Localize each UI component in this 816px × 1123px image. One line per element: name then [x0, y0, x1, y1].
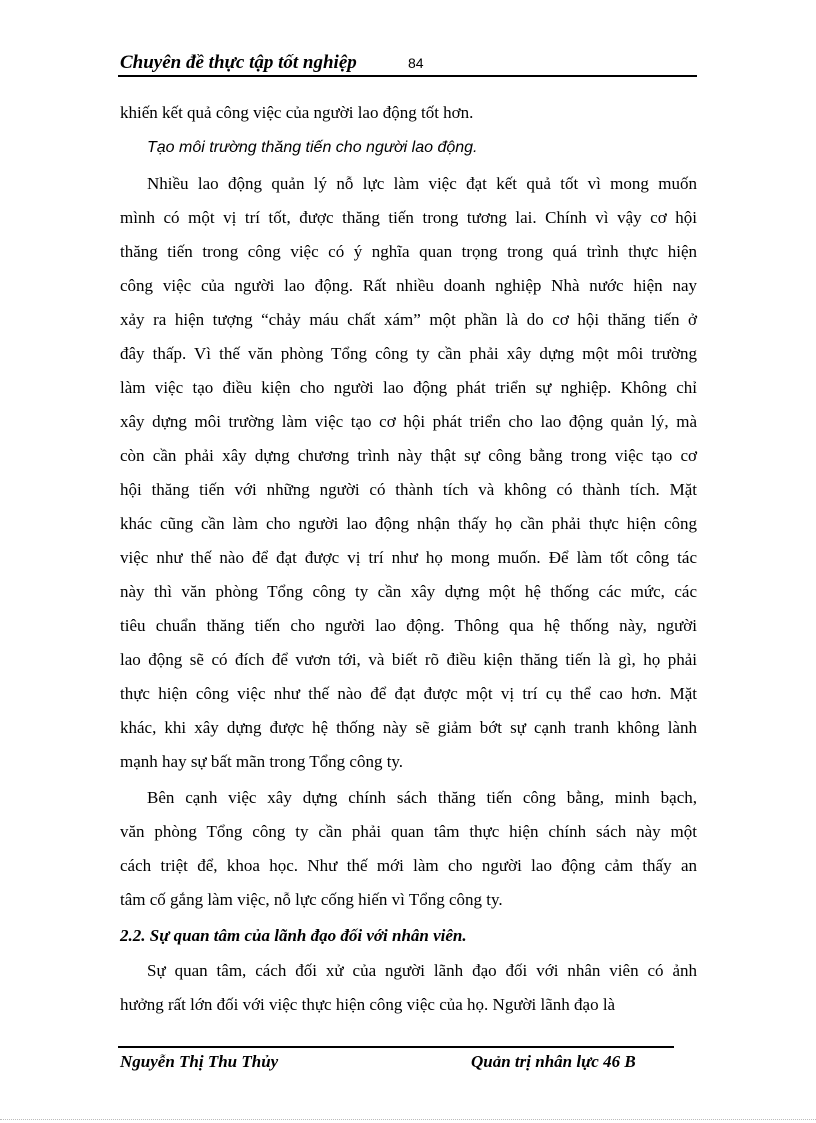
body-line: còn cần phải xây dựng chương trình này thật sự công bằng trong việc tạo cơ — [120, 446, 697, 465]
footer-rule — [118, 1046, 674, 1048]
body-line: Bên cạnh việc xây dựng chính sách thăng tiến công bằng, minh bạch, — [147, 788, 697, 807]
body-line: Nhiều lao động quản lý nỗ lực làm việc đạt kết quả tốt vì mong muốn — [147, 174, 697, 193]
body-line: khác, khi xây dựng được hệ thống này sẽ giảm bớt sự cạnh tranh không lành — [120, 718, 697, 737]
body-line: xảy ra hiện tượng “chảy máu chất xám” một phần là do cơ hội thăng tiến ở — [120, 310, 697, 329]
page-bottom-border — [0, 1119, 816, 1120]
body-line: đây thấp. Vì thế văn phòng Tổng công ty cần phải xây dựng một môi trường — [120, 344, 697, 363]
body-line: hội thăng tiến với những người có thành tích và không có thành tích. Mặt — [120, 480, 697, 499]
body-line: công việc của người lao động. Rất nhiều doanh nghiệp Nhà nước hiện nay — [120, 276, 697, 295]
page-number: 84 — [408, 55, 424, 71]
footer-author: Nguyễn Thị Thu Thủy — [120, 1052, 279, 1071]
body-line: thăng tiến trong công việc có ý nghĩa quan trọng trong quá trình thực hiện — [120, 242, 697, 261]
header-rule — [118, 75, 697, 77]
body-line: xây dựng môi trường làm việc tạo cơ hội phát triển cho lao động quản lý, mà — [120, 412, 697, 431]
body-line: lao động sẽ có đích để vươn tới, và biết rõ điều kiện thăng tiến là gì, họ phải — [120, 650, 697, 669]
body-line: mạnh hay sự bất mãn trong Tổng công ty. — [120, 752, 404, 771]
body-line: hưởng rất lớn đối với việc thực hiện công việc của họ. Người lãnh đạo là — [120, 995, 616, 1014]
header-title: Chuyên đề thực tập tốt nghiệp — [120, 52, 357, 73]
body-line: văn phòng Tổng công ty cần phải quan tâm thực hiện chính sách này một — [120, 822, 697, 841]
body-line: việc như thế nào để đạt được vị trí như họ mong muốn. Để làm tốt công tác — [120, 548, 697, 567]
body-line: tiêu chuẩn thăng tiến cho người lao động. Thông qua hệ thống này, người — [120, 616, 697, 635]
subheading-italic: Tạo môi trường thăng tiến cho người lao động. — [147, 139, 478, 156]
body-line: tâm cố gắng làm việc, nỗ lực cống hiến vì Tổng công ty. — [120, 890, 503, 909]
body-line: khiến kết quả công việc của người lao động tốt hơn. — [120, 103, 474, 122]
body-line: này thì văn phòng Tổng công ty cần xây dựng một hệ thống các mức, các — [120, 582, 697, 601]
section-heading: 2.2. Sự quan tâm của lãnh đạo đối với nhân viên. — [120, 926, 467, 945]
body-line: cách triệt để, khoa học. Như thế mới làm cho người lao động cảm thấy an — [120, 856, 697, 875]
footer-class: Quản trị nhân lực 46 B — [471, 1052, 636, 1071]
body-line: khác cũng cần làm cho người lao động nhận thấy họ cần phải thực hiện công — [120, 514, 697, 533]
body-line: mình có một vị trí tốt, được thăng tiến trong tương lai. Chính vì vậy cơ hội — [120, 208, 697, 227]
body-line: làm việc tạo điều kiện cho người lao động phát triển sự nghiệp. Không chỉ — [120, 378, 697, 397]
body-line: thực hiện công việc như thế nào để đạt được một vị trí cụ thể cao hơn. Mặt — [120, 684, 697, 703]
body-line: Sự quan tâm, cách đối xử của người lãnh đạo đối với nhân viên có ảnh — [147, 961, 697, 980]
